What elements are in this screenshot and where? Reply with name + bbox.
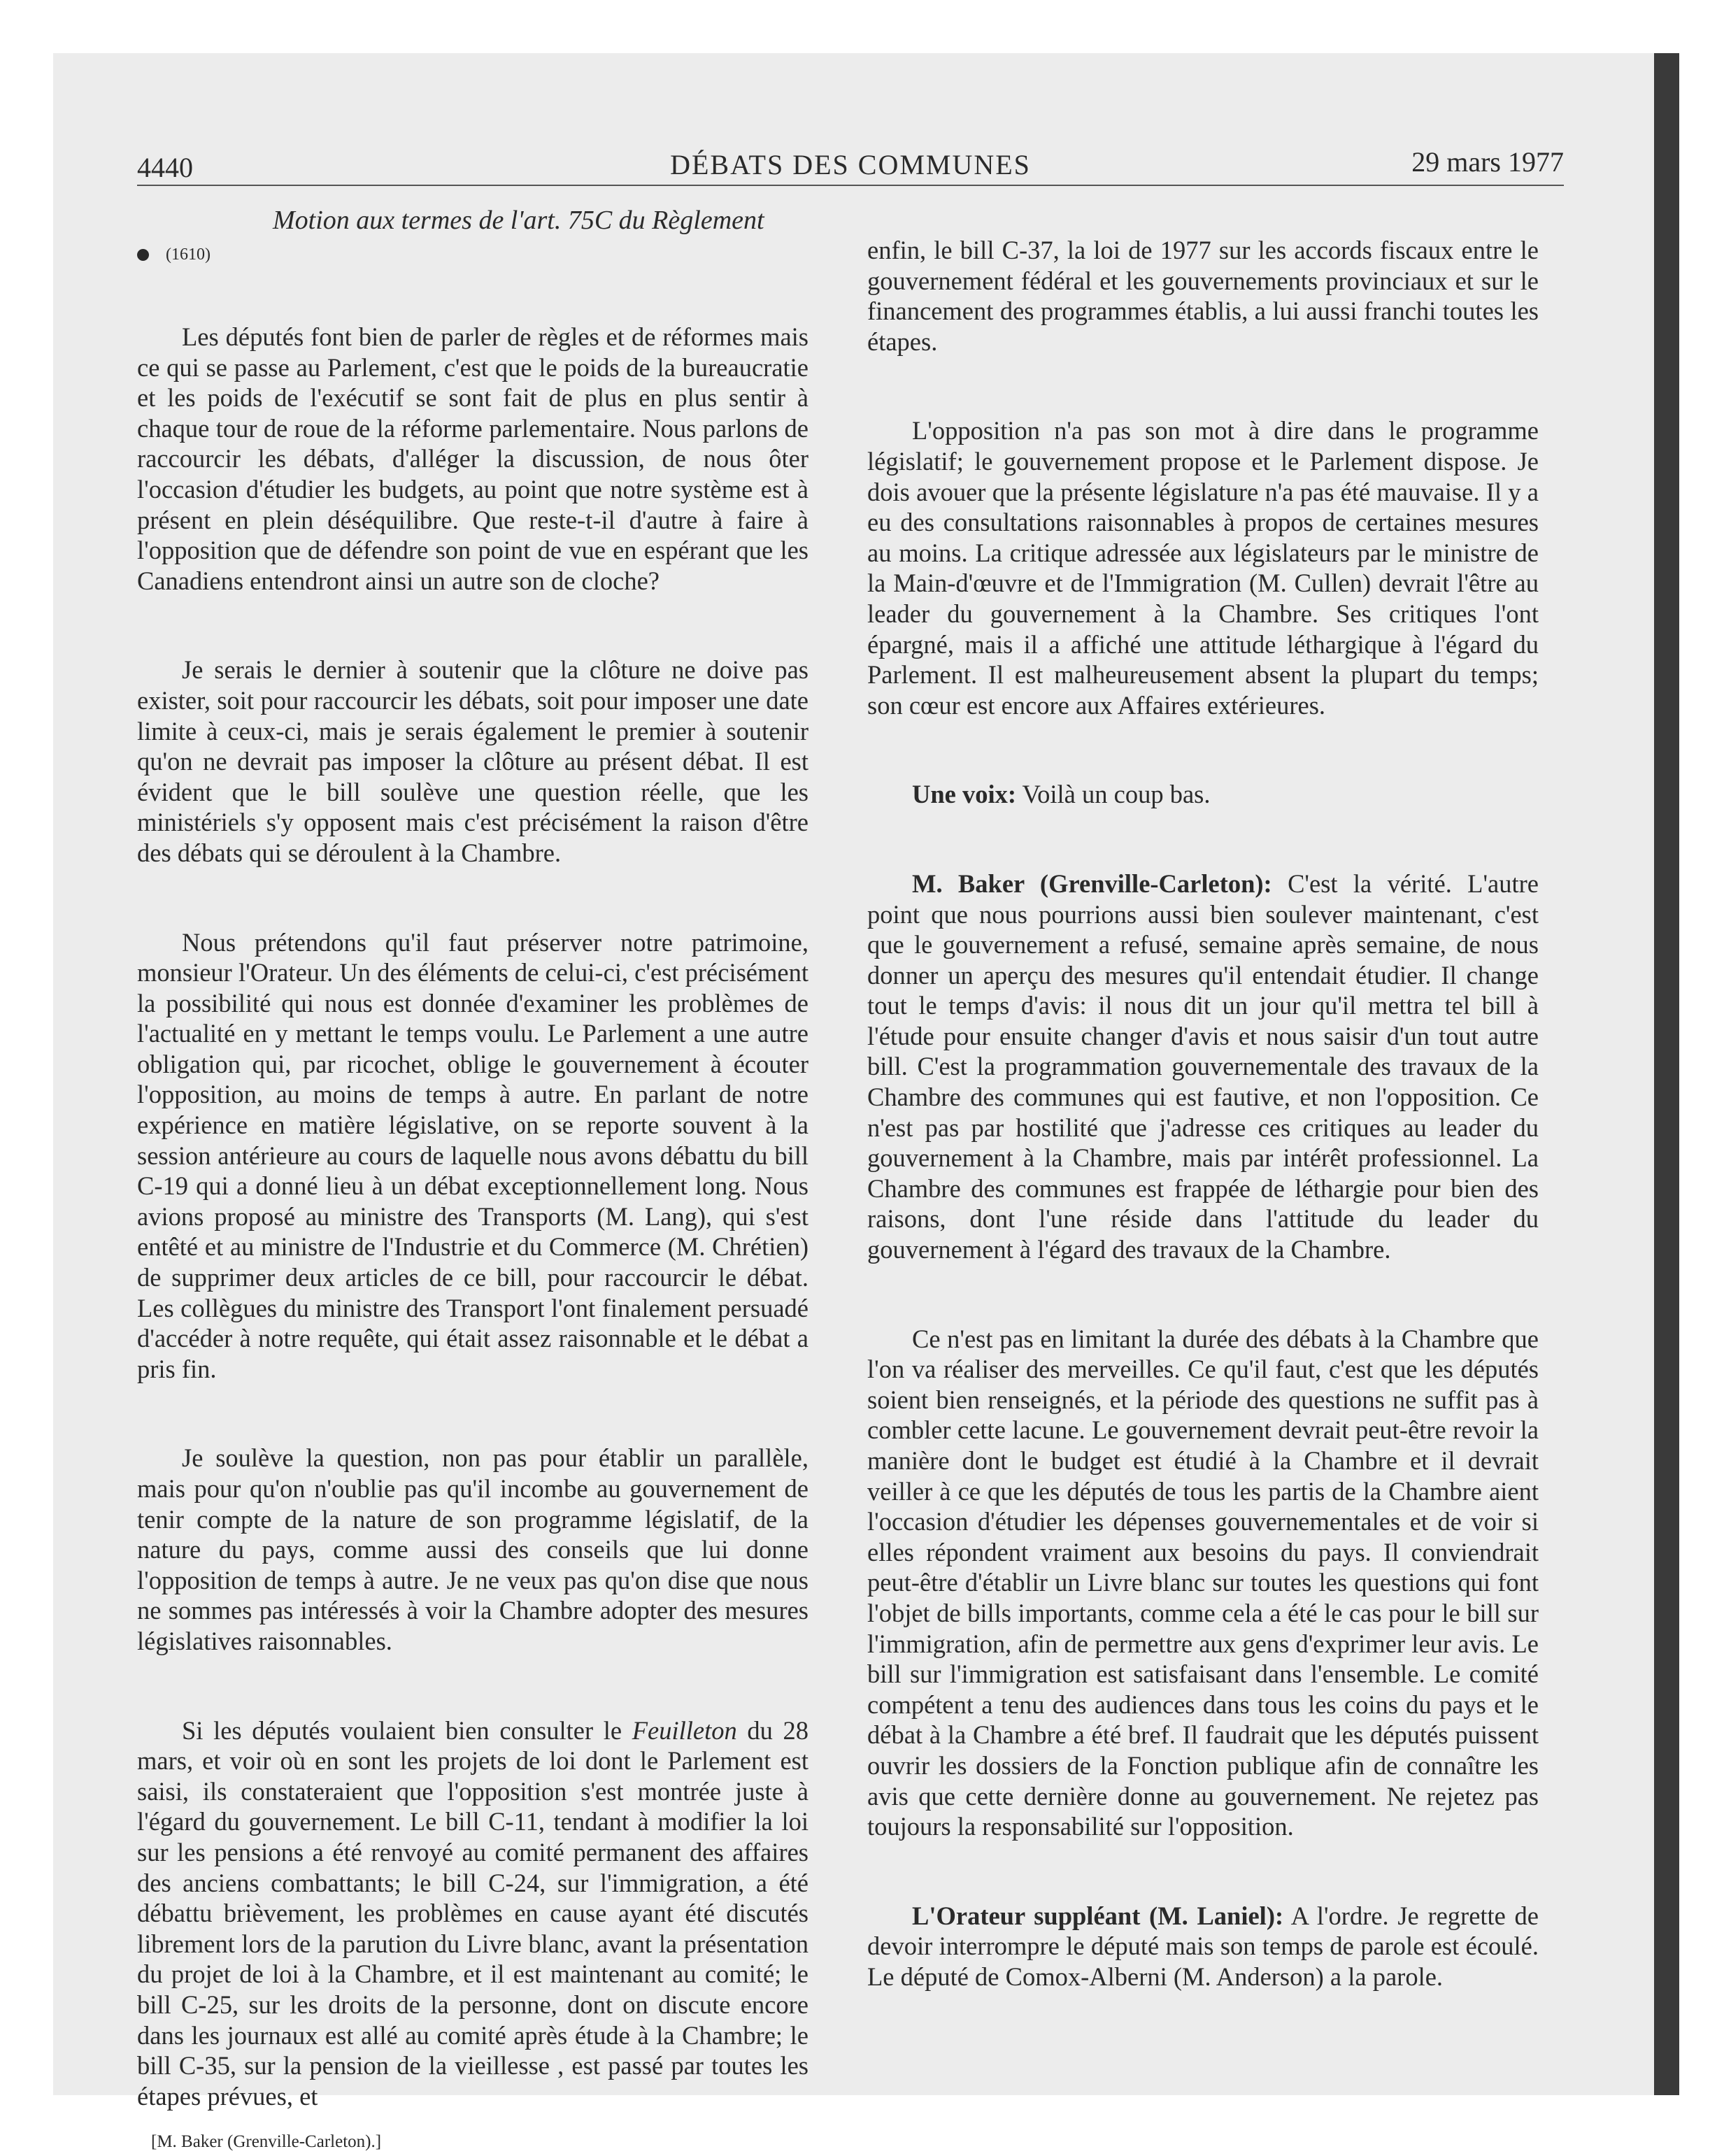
- left-column: [137, 203, 808, 2156]
- speaker-member: (M. Laniel):: [1140, 1901, 1284, 1930]
- speech-text: C'est la vérité. L'autre point que nous pourrions aussi bien soulever maintenant, c'est que le gouvernement a refusé, semaine après semaine, de nous donner un aperçu des mesures qu'il entendait étudier. Il change tout le temps d'avis: il nous dit un jour qu'il mettra tel bill à l'étude pour ensuite changer d'avis et nous saisir d'un tout autre bill. C'est la programmation gouvernementale des travaux de la Chambre des communes qui est fautive, et non l'opposition. Ce n'est pas par hostilité que j'adresse ces critiques au leader du gouvernement à la Chambre, mais par intérêt professionnel. La Chambre des communes est frappée de léthargie pour bien des raisons, dont l'une réside dans l'attitude du leader du gouvernement à l'égard des travaux de la Chambre.: [867, 869, 1539, 1264]
- page-number: 4440: [137, 152, 193, 183]
- timestamp-text: (1610): [166, 245, 211, 264]
- interjection: [867, 779, 1539, 810]
- speech-text: A l'ordre. Je regrette de devoir interrompre le député mais son temps de parole est écoulé. Le député de Comox-Alberni (M. Anderson) a la parole.: [867, 1901, 1539, 1991]
- publication-title: DÉBATS DES COMMUNES: [670, 149, 1031, 180]
- page-header: [137, 144, 1564, 186]
- continuation-paragraph: enfin, le bill C-37, la loi de 1977 sur les accords fiscaux entre le gouvernement fédéral et les gouvernements provinciaux et sur le financement des programmes établis, a lui aussi franchi toutes les étapes.: [867, 236, 1539, 356]
- bullet-icon: [137, 249, 149, 261]
- speech-text: Voilà un coup bas.: [1016, 780, 1211, 809]
- speaker-name: M. Baker (Grenville-Carleton):: [912, 869, 1272, 898]
- paragraph: L'opposition n'a pas son mot à dire dans le programme législatif; le gouvernement propose et le Parlement dispose. Je dois avouer que la présente législature n'a pas été mauvaise. Il y a eu des consultations raisonnables à propos de certaines mesures au moins. La critique adressée aux législateurs par le ministre de la Main-d'œuvre et de l'Immigration (M. Cullen) devrait l'être au leader du gouvernement à la Chambre. Ses critiques l'ont épargné, mais il a affiché une attitude léthargique à l'égard du Parlement. Il est malheureusement absent la plupart du temps; son cœur est encore aux Affaires extérieures.: [867, 416, 1539, 720]
- paragraph: Ce n'est pas en limitant la durée des débats à la Chambre que l'on va réaliser des merveilles. Ce qu'il faut, c'est que les députés soient bien renseignés, et la période des questions ne suffit pas à combler cette lacune. Le gouvernement devrait peut-être revoir la manière dont le budget est étudié à la Chambre et il devrait veiller à ce que les députés de tous les partis de la Chambre aient l'occasion d'étudier les dépenses gouvernementales et de voir si elles répondent vraiment aux besoins du pays. Il conviendrait peut-être d'établir un Livre blanc sur toutes les questions qui font l'objet de bills importants, comme cela a été le cas pour le bill sur l'immigration, afin de permettre aux gens d'exprimer leur avis. Le bill sur l'immigration est satisfaisant dans l'ensemble. Le comité compétent a tenu des audiences dans tous les coins du pays et le débat à la Chambre a été bref. Il faudrait que les députés puissent ouvrir les dossiers de la Fonction publique afin de connaître les avis que cette dernière donne au gouvernement. Ne rejetez pas toujours la responsabilité sur l'opposition.: [867, 1324, 1539, 1841]
- scan-edge-shadow: [1654, 53, 1679, 2095]
- paragraph-feuilleton: [137, 1715, 808, 2112]
- speech-baker: [867, 869, 1539, 1265]
- timestamp-marker: [137, 241, 808, 269]
- page-date: 29 mars 1977: [1411, 146, 1564, 178]
- right-column: [867, 235, 1539, 1992]
- paragraph: Les députés font bien de parler de règles et de réformes mais ce qui se passe au Parlement, c'est que le poids de la bureaucratie et les poids de l'exécutif se sont fait de plus en plus sentir à chaque tour de roue de la réforme parlementaire. Nous parlons de raccourcir les débats, d'alléger la discussion, de nous ôter l'occasion d'étudier les budgets, au point que notre système est à présent en plein déséquilibre. Que reste-t-il d'autre à faire à l'opposition que de défendre son point de vue en espérant que les Canadiens entendront ainsi un autre son de cloche?: [137, 322, 808, 595]
- speaker-name: Une voix:: [912, 780, 1017, 809]
- speaker-footer-note: [M. Baker (Grenville-Carleton).]: [151, 2132, 382, 2152]
- paragraph: Je serais le dernier à soutenir que la clôture ne doive pas exister, soit pour raccourcir les débats, soit pour imposer une date limite à ceux-ci, mais je serais également le premier à soutenir qu'on ne devrait pas imposer la clôture au présent débat. Il est évident que le bill soulève une question réelle, que les ministériels s'y opposent mais c'est précisément la raison d'être des débats qui se déroulent à la Chambre.: [137, 655, 808, 867]
- paragraph: Je soulève la question, non pas pour établir un parallèle, mais pour qu'on n'oublie pas qu'il incombe au gouvernement de tenir compte de la nature de son programme législatif, de la nature du pays, comme aussi des conseils que lui donne l'opposition de temps à autre. Je ne veux pas qu'on dise que nous ne sommes pas intéressés à voir la Chambre adopter des mesures législatives raisonnables.: [137, 1443, 808, 1655]
- motion-heading: Motion aux termes de l'art. 75C du Règlement: [273, 206, 764, 235]
- paragraph-text: Si les députés voulaient bien consulter le: [182, 1715, 632, 1745]
- speech-speaker-ruling: [867, 1901, 1539, 1992]
- speaker-name: L'Orateur suppléant: [912, 1901, 1141, 1930]
- paragraph-text: du 28 mars, et voir où en sont les projets de loi dont le Parlement est saisi, ils constateraient que l'opposition s'est montrée juste à l'égard du gouvernement. Le bill C-11, tendant à modifier la loi sur les pensions a été renvoyé au comité permanent des affaires des anciens combattants; le bill C-24, sur l'immigration, a été débattu brièvement, les problèmes en cause ayant été discutés librement lors de la parution du Livre blanc, avant la présentation du projet de loi à la Chambre, et il est maintenant au comité; le bill C-25, sur les droits de la personne, dont on discute encore dans les journaux est allé au comité après étude à la Chambre; le bill C-35, sur la pension de la vieillesse , est passé par toutes les étapes prévues, et: [137, 1715, 809, 2111]
- header-rule: [137, 185, 1564, 186]
- feuilleton-italic: Feuilleton: [632, 1715, 737, 1745]
- paragraph: Nous prétendons qu'il faut préserver notre patrimoine, monsieur l'Orateur. Un des éléments de celui-ci, c'est précisément la possibilité qui nous est donnée d'examiner les problèmes de l'actualité en y mettant le temps voulu. Le Parlement a une autre obligation qui, par ricochet, oblige le gouvernement à écouter l'opposition, au moins de temps à autre. En parlant de notre expérience en matière législative, on se reporte souvent à la session antérieure au cours de laquelle nous avons débattu du bill C-19 qui a donné lieu à un débat exceptionnellement long. Nous avions proposé au ministre des Transports (M. Lang), qui s'est entêté et au ministre de l'Industrie et du Commerce (M. Chrétien) de supprimer deux articles de ce bill, pour raccourcir le débat. Les collègues du ministre des Transport l'ont finalement persuadé d'accéder à notre requête, qui était assez raisonnable et le débat a pris fin.: [137, 927, 808, 1383]
